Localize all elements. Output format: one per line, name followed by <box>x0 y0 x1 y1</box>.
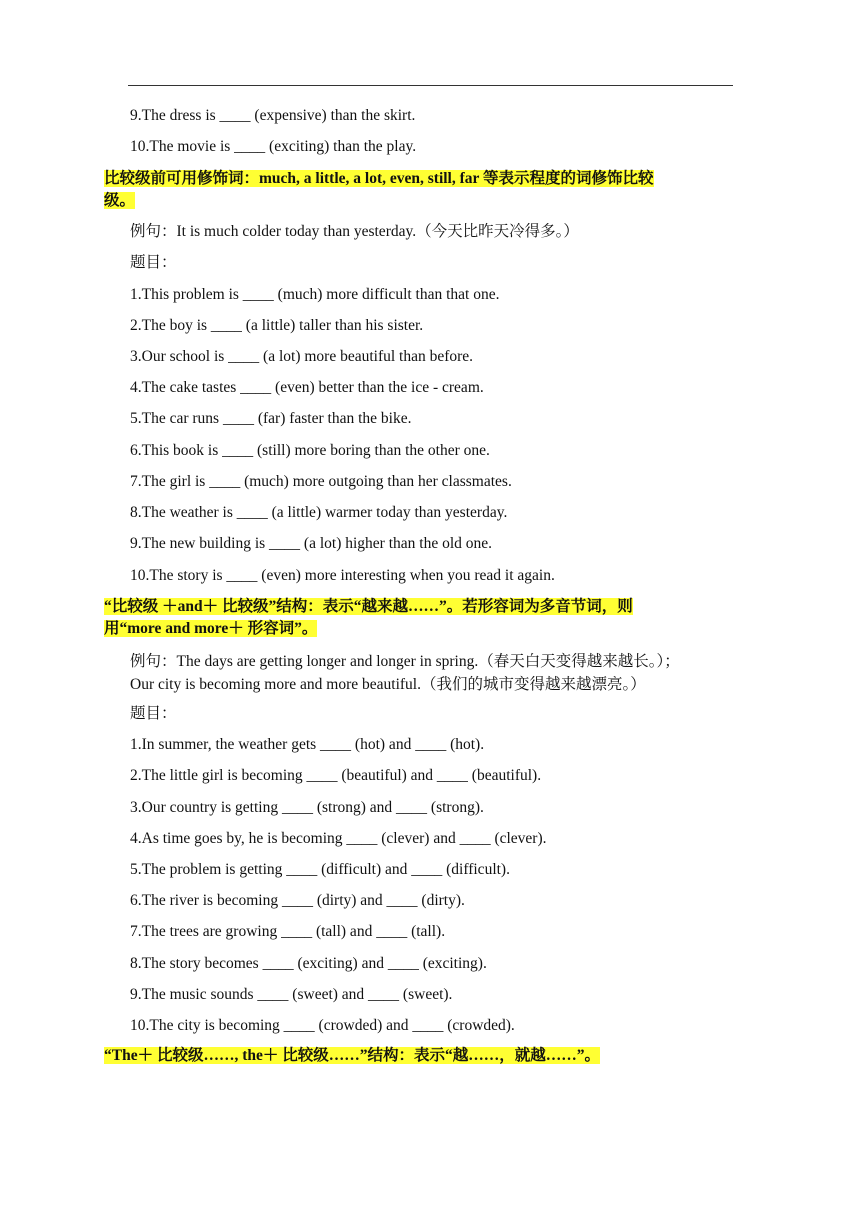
exercise-line: 6.The river is becoming ____ (dirty) and ____ (dirty). <box>130 892 465 909</box>
questions-label: 题目： <box>130 705 177 722</box>
exercise-line: 3.Our country is getting ____ (strong) and ____ (strong). <box>130 799 484 816</box>
example-line: 例句：The days are getting longer and longer in spring.（春天白天变得越来越长。）； <box>130 653 680 670</box>
exercise-line: 10.The story is ____ (even) more interesting when you read it again. <box>130 567 555 584</box>
exercise-line: 5.The car runs ____ (far) faster than the bike. <box>130 410 412 427</box>
exercise-line: 1.This problem is ____ (much) more difficult than that one. <box>130 286 500 303</box>
exercise-line: 6.This book is ____ (still) more boring than the other one. <box>130 442 490 459</box>
exercise-line: 5.The problem is getting ____ (difficult) and ____ (difficult). <box>130 861 510 878</box>
questions-label: 题目： <box>130 254 177 271</box>
grammar-rule-heading <box>104 596 734 640</box>
exercise-line: 2.The little girl is becoming ____ (beautiful) and ____ (beautiful). <box>130 767 542 784</box>
grammar-rule-heading <box>104 1045 734 1067</box>
example-line: Our city is becoming more and more beautiful.（我们的城市变得越来越漂亮。） <box>130 676 646 693</box>
exercise-line: 10.The movie is ____ (exciting) than the play. <box>130 138 417 155</box>
exercise-line: 9.The dress is ____ (expensive) than the skirt. <box>130 107 416 124</box>
example-sentence <box>130 650 680 696</box>
exercise-line: 1.In summer, the weather gets ____ (hot) and ____ (hot). <box>130 736 485 753</box>
exercise-line: 8.The story becomes ____ (exciting) and ____ (exciting). <box>130 955 487 972</box>
exercise-line: 7.The girl is ____ (much) more outgoing than her classmates. <box>130 473 512 490</box>
rule-line: “The＋ 比较级……, the＋ 比较级……”结构：表示“越……，就越……”。 <box>104 1047 601 1064</box>
exercise-line: 4.As time goes by, he is becoming ____ (clever) and ____ (clever). <box>130 830 547 847</box>
exercise-line: 8.The weather is ____ (a little) warmer today than yesterday. <box>130 504 508 521</box>
exercise-line: 9.The music sounds ____ (sweet) and ____ (sweet). <box>130 986 453 1003</box>
rule-line: 比较级前可用修饰词：much, a little, a lot, even, still, far 等表示程度的词修饰比较 <box>104 170 654 187</box>
example-sentence: 例句：It is much colder today than yesterday.（今天比昨天冷得多。） <box>130 223 579 240</box>
exercise-line: 10.The city is becoming ____ (crowded) and ____ (crowded). <box>130 1017 515 1034</box>
grammar-rule-heading <box>104 168 734 212</box>
rule-line: 级。 <box>104 192 136 209</box>
exercise-line: 9.The new building is ____ (a lot) higher than the old one. <box>130 535 493 552</box>
rule-line: 用“more and more＋ 形容词”。 <box>104 620 318 637</box>
header-rule <box>128 85 733 86</box>
exercise-line: 2.The boy is ____ (a little) taller than his sister. <box>130 317 424 334</box>
exercise-line: 7.The trees are growing ____ (tall) and ____ (tall). <box>130 923 446 940</box>
exercise-line: 3.Our school is ____ (a lot) more beautiful than before. <box>130 348 474 365</box>
rule-line: “比较级 ＋and＋ 比较级”结构：表示“越来越……”。若形容词为多音节词，则 <box>104 598 633 615</box>
exercise-line: 4.The cake tastes ____ (even) better than the ice - cream. <box>130 379 484 396</box>
